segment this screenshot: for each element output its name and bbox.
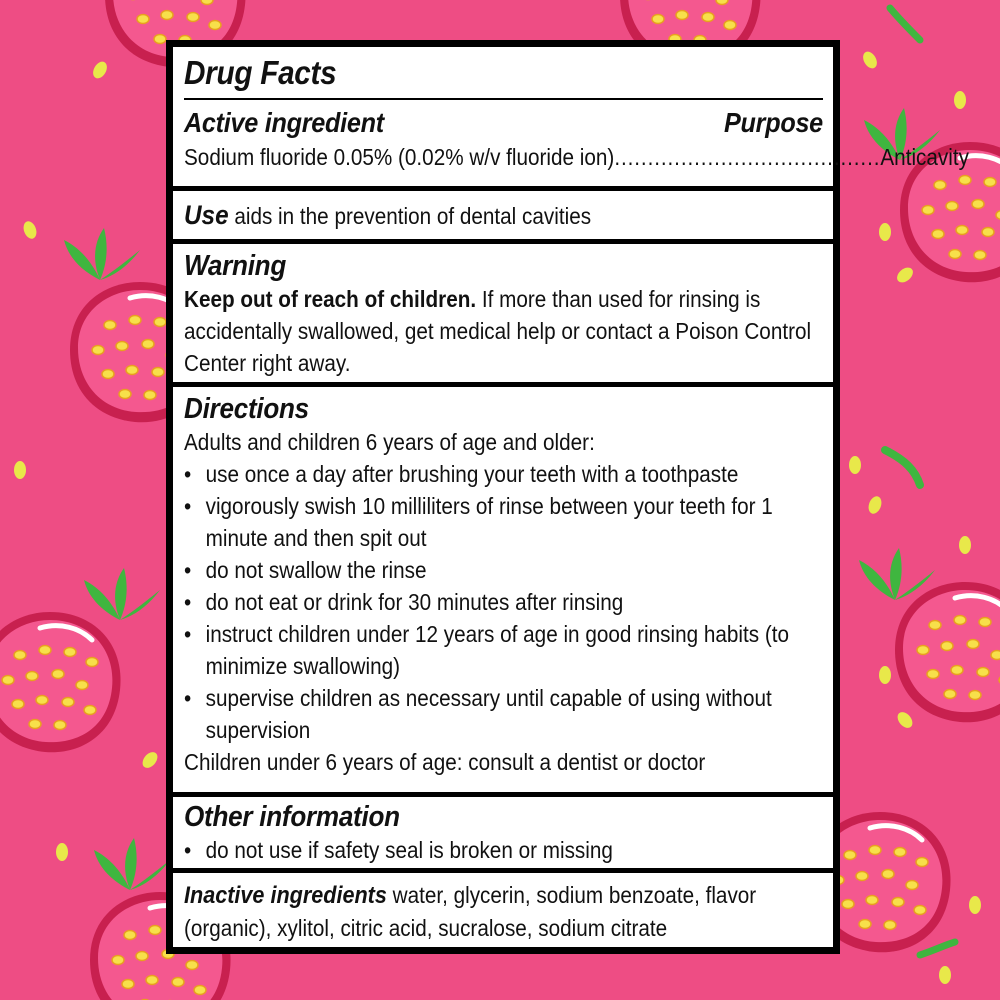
directions-intro: Adults and children 6 years of age and older: [184, 429, 595, 456]
drug-facts-panel [166, 40, 969, 954]
ingredient-dot-leader: ........................................ [614, 144, 881, 170]
directions-section [173, 387, 833, 792]
bullet-icon: • [184, 589, 192, 616]
use-section [173, 191, 833, 239]
active-ingredient-header-row [184, 106, 823, 140]
bullet-icon: • [184, 461, 192, 488]
ingredient-row [184, 142, 969, 172]
bullet-icon: • [184, 621, 192, 648]
bullet-icon: • [184, 557, 192, 584]
bullet-icon: • [184, 836, 192, 863]
list-item [184, 490, 822, 554]
list-item [184, 682, 822, 746]
warning-section [173, 244, 833, 382]
list-item-text: do not use if safety seal is broken or missing [205, 836, 613, 863]
bullet-icon: • [184, 493, 192, 520]
other-information-section [173, 797, 833, 868]
drug-facts-title: Drug Facts [184, 54, 337, 91]
list-item-text: do not swallow the rinse [205, 557, 427, 584]
warning-text: If more than used for rinsing is accidentally swallowed, get medical help or contact a Poison Control Center right away. [184, 286, 812, 377]
directions-heading: Directions [184, 393, 309, 426]
list-item-text: supervise children as necessary until capable of using without supervision [205, 685, 772, 744]
warning-bold-text: Keep out of reach of children. [184, 286, 477, 313]
title-divider [184, 98, 823, 100]
list-item [184, 458, 822, 490]
list-item [184, 834, 822, 866]
use-text: aids in the prevention of dental cavities [228, 202, 592, 229]
ingredient-purpose: Anticavity [880, 144, 969, 170]
list-item [184, 554, 822, 586]
list-item-text: vigorously swish 10 milliliters of rinse between your teeth for 1 minute and then spit out [205, 493, 773, 552]
ingredient-name: Sodium fluoride 0.05% (0.02% w/v fluoride ion) [184, 144, 615, 170]
other-information-list [184, 834, 822, 866]
inactive-ingredients-text: water, glycerin, sodium benzoate, flavor (organic), xylitol, citric acid, sucralose, sodium citrate [184, 881, 757, 941]
other-information-heading: Other information [184, 800, 400, 833]
use-heading: Use [184, 199, 229, 230]
list-item [184, 586, 822, 618]
inactive-ingredients-heading: Inactive ingredients [184, 881, 387, 909]
bullet-icon: • [184, 685, 192, 712]
drug-facts-section [173, 47, 969, 186]
active-ingredient-heading: Active ingredient [184, 107, 384, 138]
purpose-heading: Purpose [724, 107, 823, 138]
inactive-ingredients-section [173, 873, 833, 947]
warning-heading: Warning [184, 250, 287, 283]
list-item [184, 618, 822, 682]
list-item-text: use once a day after brushing your teeth with a toothpaste [205, 461, 739, 488]
directions-outro: Children under 6 years of age: consult a dentist or doctor [184, 749, 706, 776]
list-item-text: instruct children under 12 years of age in good rinsing habits (to minimize swallowing) [205, 621, 789, 680]
list-item-text: do not eat or drink for 30 minutes after rinsing [205, 589, 624, 616]
directions-list [184, 458, 822, 746]
